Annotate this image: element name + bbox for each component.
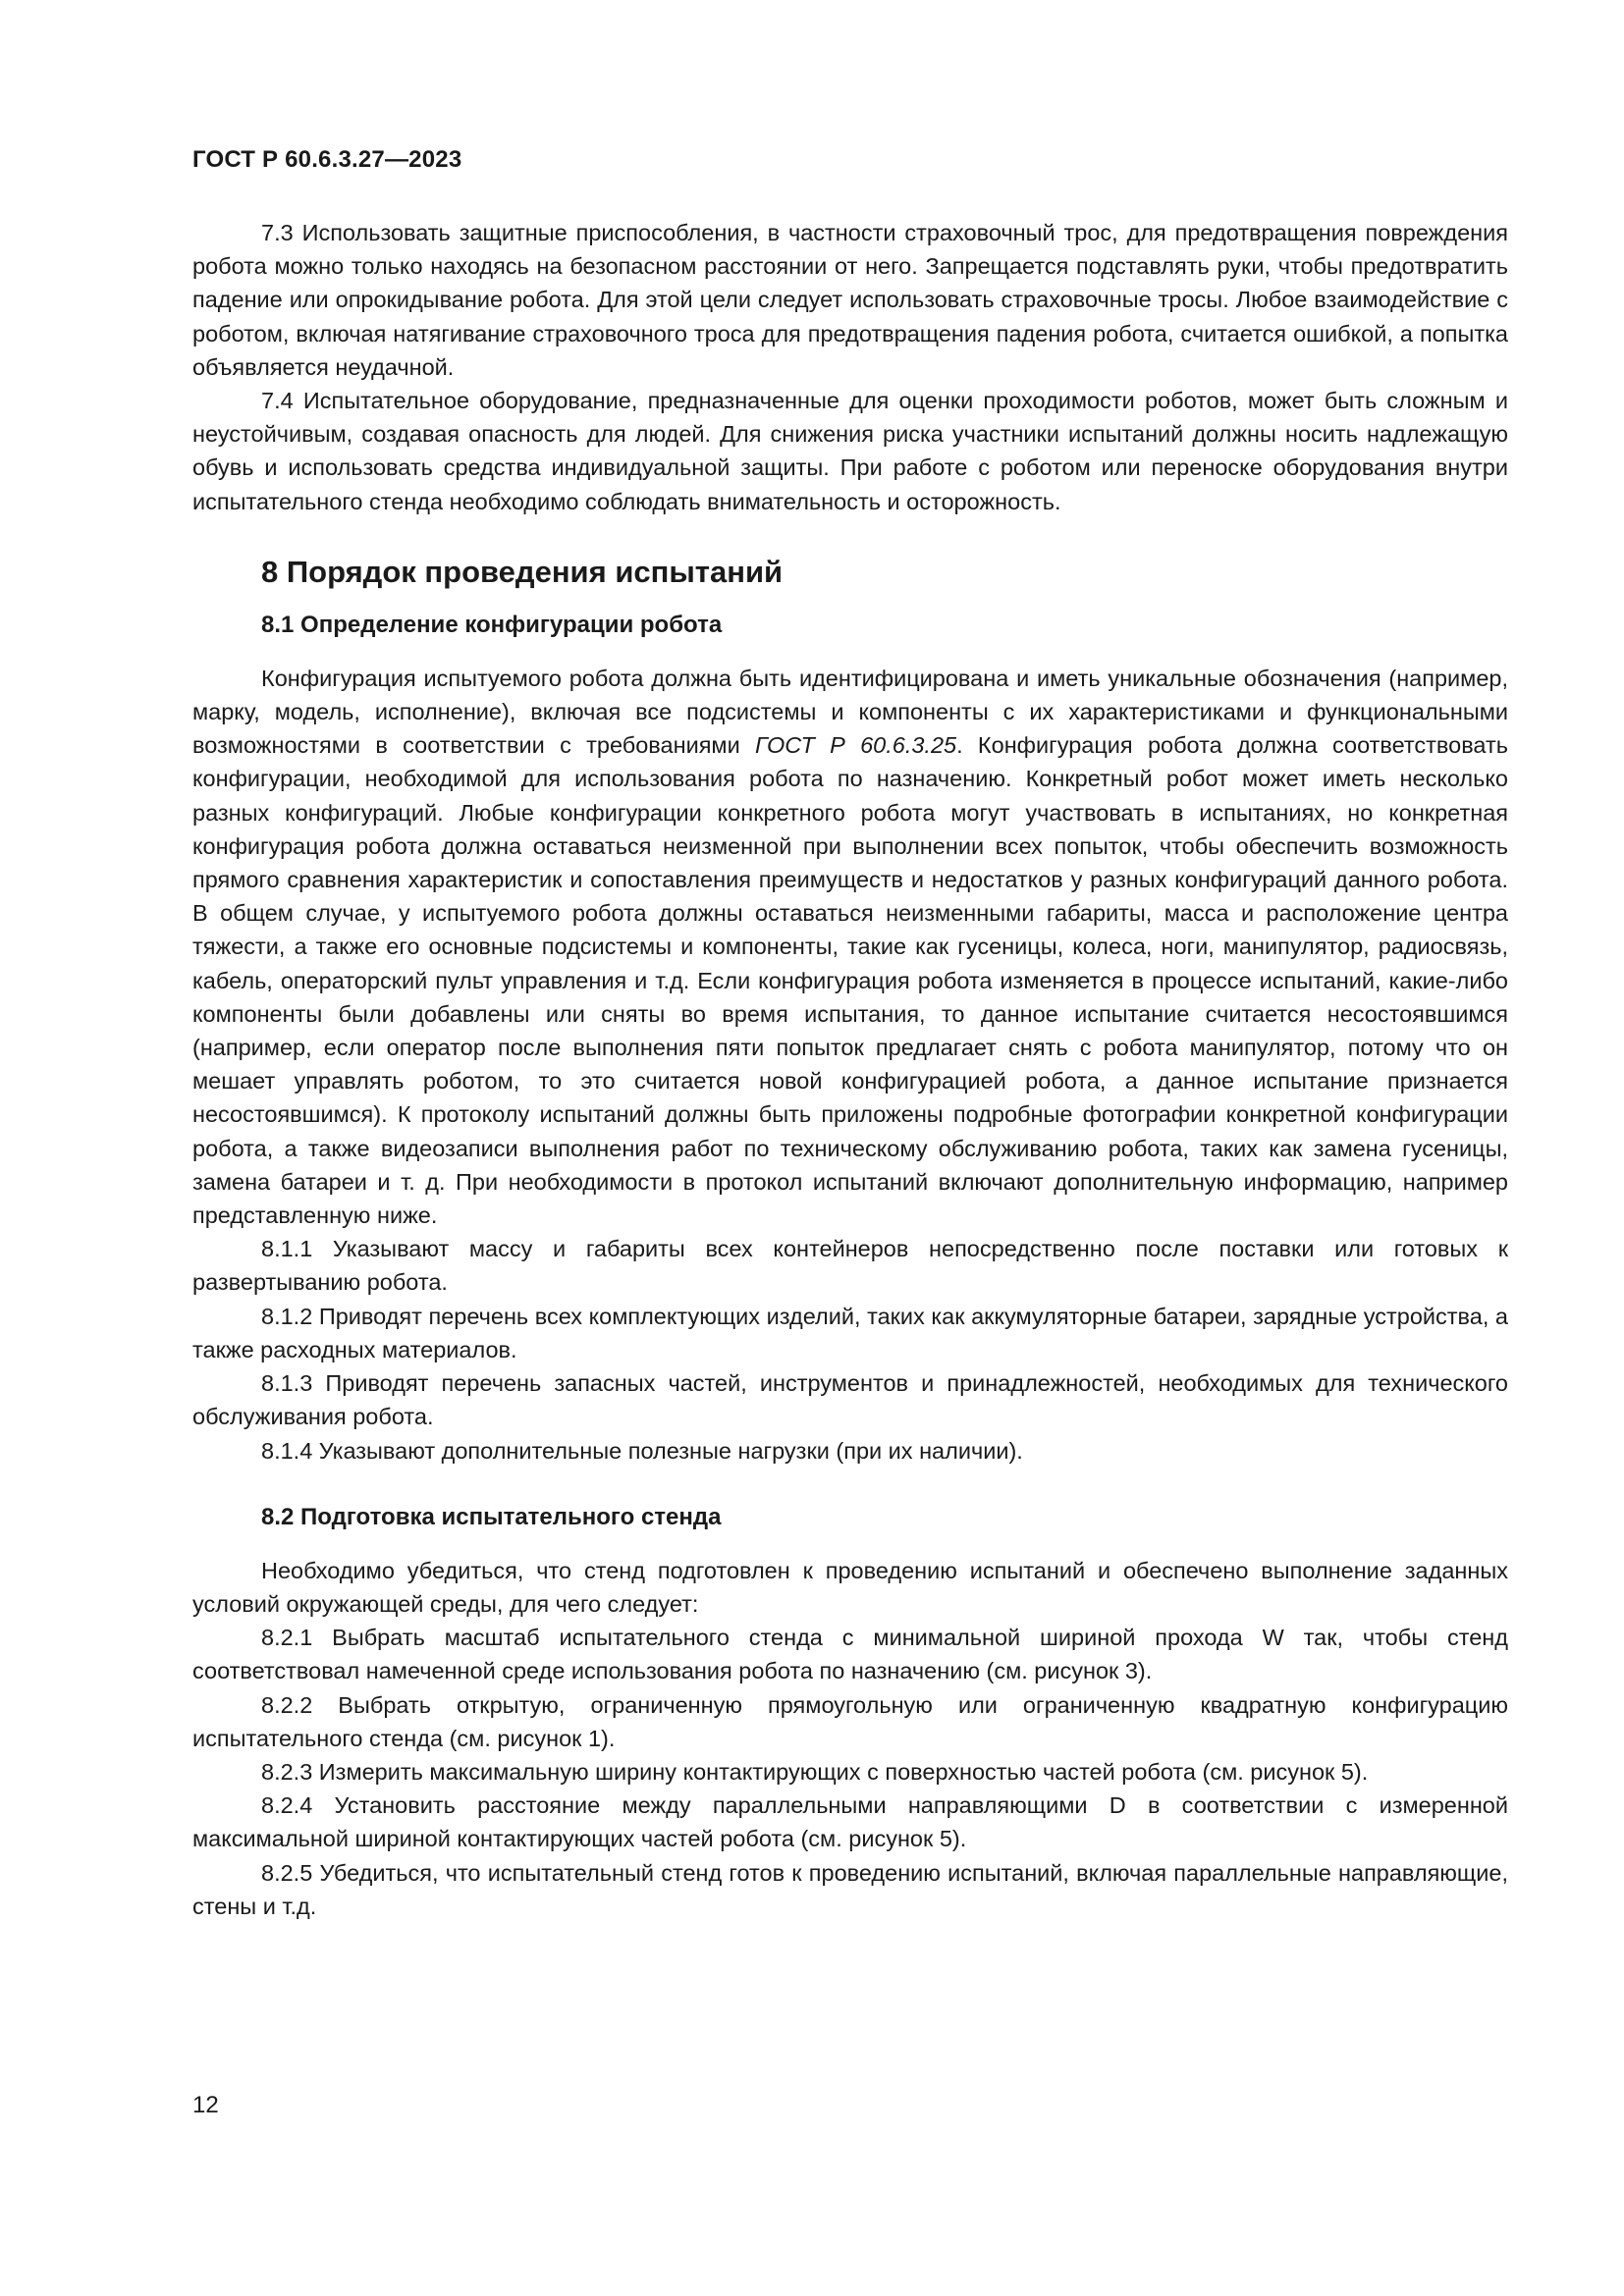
- paragraph-8-1-3: 8.1.3 Приводят перечень запасных частей, инструментов и принадлежностей, необходимых для технического обслуживания робота.: [192, 1370, 1508, 1430]
- document-page: [192, 145, 1508, 1923]
- paragraph-8-2-5: 8.2.5 Убедиться, что испытательный стенд готов к проведению испытаний, включая параллельные направляющие, стены и т.д.: [192, 1859, 1508, 1919]
- paragraph-7-4: 7.4 Испытательное оборудование, предназначенные для оценки проходимости роботов, может быть сложным и неустойчивым, создавая опасность для людей. Для снижения риска участники испытаний должны носить надлежащую обувь и использовать средства индивидуальной защиты. При работе с роботом или переноске оборудования внутри испытательного стенда необходимо соблюдать внимательность и осторожность.: [192, 388, 1508, 514]
- running-header: ГОСТ Р 60.6.3.27—2023: [192, 146, 462, 173]
- standard-reference: ГОСТ Р 60.6.3.25: [755, 732, 957, 759]
- paragraph-8-1-1: 8.1.1 Указывают массу и габариты всех контейнеров непосредственно после поставки или готовых к развертыванию робота.: [192, 1236, 1508, 1296]
- paragraph-8-2-intro: Необходимо убедиться, что стенд подготовлен к проведению испытаний и обеспечено выполнение заданных условий окружающей среды, для чего следует:: [192, 1557, 1508, 1617]
- subsection-heading-8-2: 8.2 Подготовка испытательного стенда: [261, 1503, 722, 1530]
- page-number: 12: [192, 2092, 219, 2118]
- paragraph-8-1-text-a: Конфигурация испытуемого робота должна быть идентифицирована и иметь уникальные обозначения (например, марку, модель, исполнение), включая все подсистемы и компоненты с их характеристиками и функциональными возможностями в соответствии с требованиями: [192, 665, 1508, 759]
- paragraph-8-2-2: 8.2.2 Выбрать открытую, ограниченную прямоугольную или ограниченную квадратную конфигурацию испытательного стенда (см. рисунок 1).: [192, 1691, 1508, 1751]
- subsection-heading-8-1: 8.1 Определение конфигурации робота: [261, 611, 723, 638]
- paragraph-8-1-text-b: . Конфигурация робота должна соответствовать конфигурации, необходимой для использования робота по назначению. Конкретный робот может иметь несколько разных конфигураций. Любые конфигурации конкретного робота могут участвовать в испытаниях, но конкретная конфигурация робота должна оставаться неизменной при выполнении всех попыток, чтобы обеспечить возможность прямого сравнения характеристик и сопоставления преимуществ и недостатков у разных конфигураций данного робота. В общем случае, у испытуемого робота должны оставаться неизменными габариты, масса и расположение центра тяжести, а также его основные подсистемы и компоненты, такие как гусеницы, колеса, ноги, манипулятор, радиосвязь, кабель, операторский пульт управления и т.д. Если конфигурация робота изменяется в процессе испытаний, какие-либо компоненты были добавлены или сняты во время испытания, то данное испытание считается несостоявшимся (например, если оператор после выполнения пяти попыток предлагает снять с робота манипулятор, потому что он мешает управлять роботом, то это считается новой конфигурацией робота, а данное испытание признается несостоявшимся). К протоколу испытаний должны быть приложены подробные фотографии конкретной конфигурации робота, а также видеозаписи выполнения работ по техническому обслуживанию робота, таких как замена гусеницы, замена батареи и т. д. При необходимости в протокол испытаний включают дополнительную информацию, например представленную ниже.: [192, 732, 1508, 1229]
- paragraph-8-1-2: 8.1.2 Приводят перечень всех комплектующих изделий, таких как аккумуляторные батареи, зарядные устройства, а также расходных материалов.: [192, 1303, 1508, 1362]
- paragraph-8-2-3: 8.2.3 Измерить максимальную ширину контактирующих с поверхностью частей робота (см. рисунок 5).: [261, 1758, 1369, 1785]
- paragraph-8-1-4: 8.1.4 Указывают дополнительные полезные нагрузки (при их наличии).: [261, 1437, 1023, 1464]
- paragraph-7-3: 7.3 Использовать защитные приспособления, в частности страховочный трос, для предотвращения повреждения робота можно только находясь на безопасном расстоянии от него. Запрещается подставлять руки, чтобы предотвратить падение или опрокидывание робота. Для этой цели следует использовать страховочные тросы. Любое взаимодействие с роботом, включая натягивание страховочного троса для предотвращения падения робота, считается ошибкой, а попытка объявляется неудачной.: [192, 220, 1508, 380]
- paragraph-8-2-1: 8.2.1 Выбрать масштаб испытательного стенда с минимальной шириной прохода W так, чтобы стенд соответствовал намеченной среде использования робота по назначению (см. рисунок 3).: [192, 1625, 1508, 1684]
- paragraph-8-1: [192, 662, 1508, 1232]
- section-heading-8: 8 Порядок проведения испытаний: [261, 554, 784, 589]
- paragraph-8-2-4: 8.2.4 Установить расстояние между параллельными направляющими D в соответствии с измеренной максимальной шириной контактирующих частей робота (см. рисунок 5).: [192, 1792, 1508, 1852]
